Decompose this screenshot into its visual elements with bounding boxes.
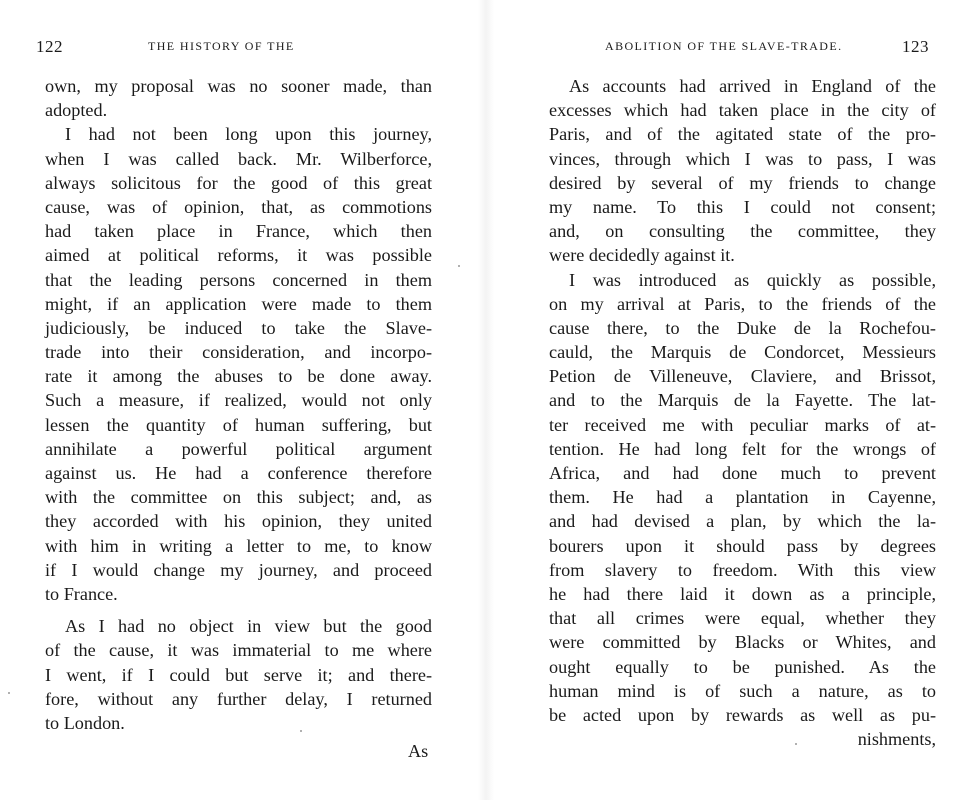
text-line: ter received me with peculiar marks of at- [549, 414, 936, 435]
text-line: Petion de Villeneuve, Claviere, and Brissot, [549, 366, 936, 387]
left-catchword: As [408, 741, 429, 761]
text-line: to France. [45, 583, 118, 604]
text-line: they accorded with his opinion, they united [45, 511, 432, 532]
text-line: I went, if I could but serve it; and there- [45, 664, 432, 685]
text-line: tention. He had long felt for the wrongs of [549, 438, 936, 459]
left-page-number: 122 [36, 37, 63, 56]
text-line: if I would change my journey, and proceed [45, 559, 432, 580]
text-line: trade into their consideration, and incorpo- [45, 342, 432, 363]
left-page-text [45, 74, 432, 735]
text-line: always solicitous for the good of this great [45, 172, 432, 193]
text-line: As accounts had arrived in England of the [569, 76, 936, 96]
right-page [490, 0, 980, 800]
text-line: As I had no object in view but the good [65, 616, 432, 637]
text-line: had taken place in France, which then [45, 221, 432, 242]
left-page [0, 0, 480, 800]
text-line: that the leading persons concerned in them [45, 269, 432, 290]
text-line: lessen the quantity of human suffering, but [45, 414, 432, 435]
text-line: cause there, to the Duke de la Rochefou- [549, 317, 936, 338]
text-line: with him in writing a letter to me, to know [45, 535, 432, 556]
right-running-head: ABOLITION OF THE SLAVE-TRADE. [605, 39, 843, 53]
text-line: cauld, the Marquis de Condorcet, Messieurs [549, 342, 936, 363]
text-line: on my arrival at Paris, to the friends of the [549, 293, 936, 314]
text-line: and to the Marquis de la Fayette. The lat- [549, 390, 936, 411]
text-line: cause, was of opinion, that, as commotions [45, 196, 432, 217]
text-line: rate it among the abuses to be done away. [45, 366, 432, 387]
text-line: I had not been long upon this journey, [65, 124, 432, 145]
text-line: fore, without any further delay, I returned [45, 688, 432, 709]
text-line: desired by several of my friends to change [549, 172, 936, 193]
text-line: Africa, and had done much to prevent [549, 463, 936, 483]
text-line: to London. [45, 712, 125, 733]
text-line: Paris, and of the agitated state of the pro- [549, 124, 936, 145]
text-line: might, if an application were made to them [45, 293, 432, 314]
text-line: and, on consulting the committee, they [549, 221, 936, 242]
text-line: nishments, [857, 729, 936, 750]
text-line: vinces, through which I was to pass, I was [549, 148, 936, 169]
text-line: own, my proposal was no sooner made, than [45, 76, 432, 96]
text-line: human mind is of such a nature, as to [549, 680, 936, 701]
text-line: when I was called back. Mr. Wilberforce, [45, 148, 432, 169]
text-line: adopted. [45, 100, 108, 121]
left-running-head: THE HISTORY OF THE [148, 39, 295, 53]
text-line: were committed by Blacks or Whites, and [549, 632, 936, 653]
text-line: against us. He had a conference therefore [45, 463, 432, 483]
text-line: that all crimes were equal, whether they [549, 608, 936, 629]
paper-speck [458, 265, 460, 267]
text-line: Such a measure, if realized, would not only [45, 390, 432, 411]
text-line: I was introduced as quickly as possible, [569, 269, 936, 290]
text-line: judiciously, be induced to take the Slave- [45, 317, 432, 338]
text-line: annihilate a powerful political argument [45, 438, 432, 459]
right-page-number: 123 [902, 37, 929, 56]
text-line: be acted upon by rewards as well as pu- [549, 704, 936, 725]
text-line: he had there laid it down as a principle, [549, 583, 936, 604]
text-line: and had devised a plan, by which the la- [549, 511, 936, 532]
text-line: with the committee on this subject; and, as [45, 487, 432, 508]
text-line: bourers upon it should pass by degrees [549, 535, 936, 556]
text-line: them. He had a plantation in Cayenne, [549, 487, 936, 508]
text-line: from slavery to freedom. With this view [549, 559, 936, 580]
text-line: were decidedly against it. [549, 245, 735, 266]
text-line: aimed at political reforms, it was possible [45, 245, 432, 266]
text-line: excesses which had taken place in the city of [549, 100, 936, 121]
text-line: my name. To this I could not consent; [549, 196, 936, 217]
text-line: ought equally to be punished. As the [549, 656, 936, 677]
paper-speck [795, 743, 797, 745]
paper-speck [8, 692, 10, 694]
right-page-text [549, 74, 936, 751]
text-line: of the cause, it was immaterial to me where [45, 640, 432, 661]
paper-speck [300, 730, 302, 732]
